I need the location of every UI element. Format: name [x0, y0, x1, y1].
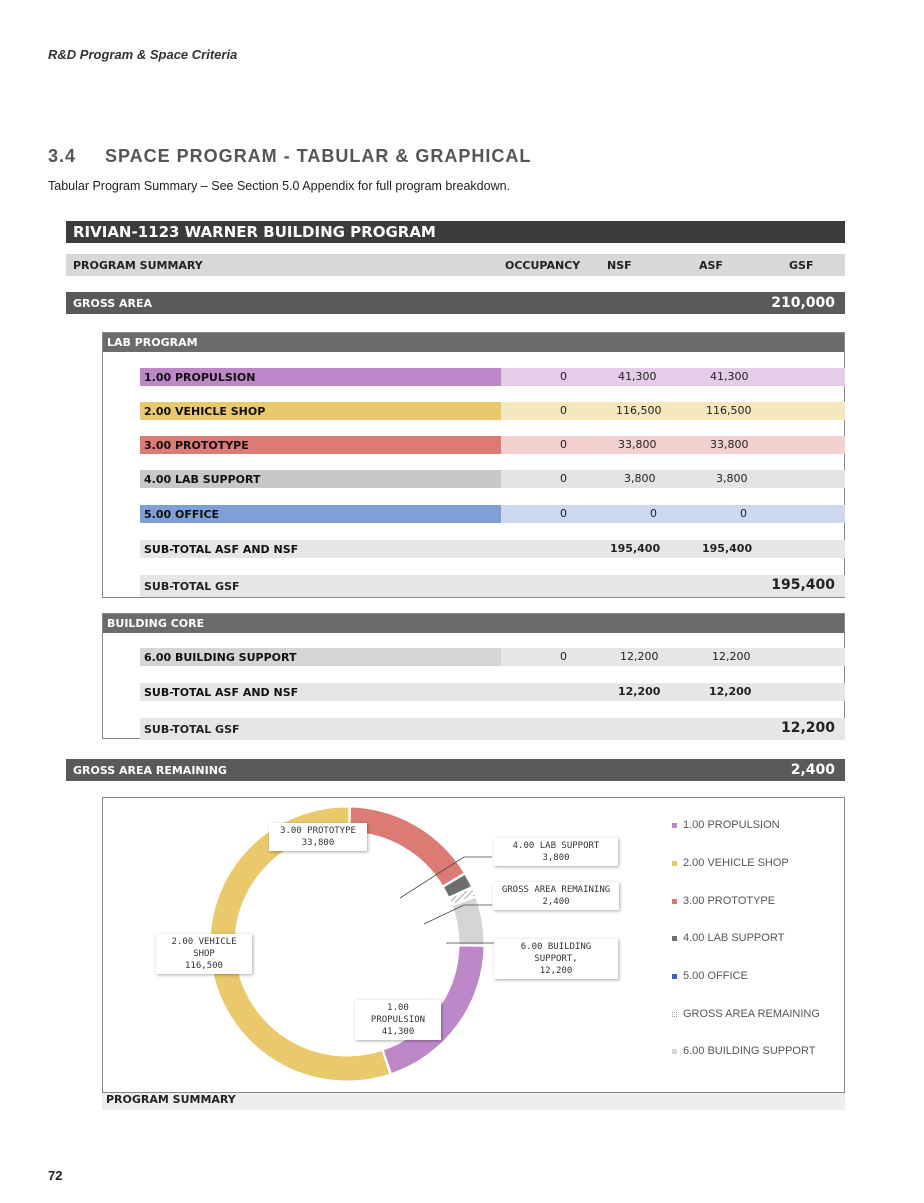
- lab-program-header: LAB PROGRAM: [103, 333, 844, 352]
- row-label: 3.00 PROTOTYPE: [140, 436, 501, 454]
- callout-label: GROSS AREA REMAINING: [501, 885, 611, 895]
- subtotal-gsf-row: [140, 575, 845, 597]
- legend-swatch: [672, 823, 677, 828]
- row-occupancy: 0: [560, 650, 567, 663]
- callout-label: 3.00 PROTOTYPE: [280, 826, 356, 836]
- callout-label: 6.00 BUILDING SUPPORT,: [520, 942, 592, 964]
- legend-label: 5.00 OFFICE: [683, 970, 748, 982]
- document-running-title: R&D Program & Space Criteria: [48, 47, 238, 62]
- row-nsf: 41,300: [618, 370, 657, 383]
- summary-label: PROGRAM SUMMARY: [73, 258, 203, 272]
- gross-area-label: GROSS AREA: [73, 296, 153, 310]
- table-row: [140, 368, 845, 386]
- callout-value: 12,200: [539, 966, 573, 976]
- legend-swatch: [672, 899, 677, 904]
- table-row: [140, 470, 845, 488]
- row-nsf: 116,500: [616, 404, 662, 417]
- subtotal-label: SUB-TOTAL ASF AND NSF: [144, 685, 299, 699]
- callout-value: 3,800: [542, 853, 570, 863]
- pie-slice-6-00-building-support: [452, 897, 484, 944]
- gross-area-remaining-value: 2,400: [790, 762, 835, 778]
- callout-lab-support: [494, 838, 618, 866]
- subtotal-nsf: 12,200: [618, 685, 661, 698]
- row-values: [501, 436, 845, 454]
- legend-item: [672, 970, 748, 982]
- callout-label: 4.00 LAB SUPPORT: [512, 841, 600, 851]
- row-nsf: 12,200: [620, 650, 659, 663]
- legend-swatch: [672, 974, 677, 979]
- row-asf: 12,200: [712, 650, 751, 663]
- subtotal-values: [501, 683, 845, 701]
- legend-label: 3.00 PROTOTYPE: [683, 895, 776, 907]
- row-asf: 33,800: [710, 438, 749, 451]
- row-label: 5.00 OFFICE: [140, 505, 501, 523]
- gross-area-value: 210,000: [771, 295, 835, 311]
- program-summary-header: [66, 254, 845, 276]
- row-label: 6.00 BUILDING SUPPORT: [140, 648, 501, 666]
- callout-prototype: [269, 823, 367, 851]
- row-nsf: 3,800: [624, 472, 656, 485]
- column-nsf: NSF: [607, 258, 632, 272]
- subtotal-gsf-label: SUB-TOTAL GSF: [144, 723, 240, 736]
- row-occupancy: 0: [560, 404, 567, 417]
- section-number: 3.4: [48, 146, 77, 166]
- callout-vehicle-shop: [156, 934, 252, 974]
- row-asf: 116,500: [706, 404, 752, 417]
- table-row: [140, 505, 845, 523]
- row-label: 1.00 PROPULSION: [140, 368, 501, 386]
- callout-building-support: [494, 939, 618, 979]
- row-occupancy: 0: [560, 370, 567, 383]
- legend-label: 2.00 VEHICLE SHOP: [683, 857, 789, 869]
- callout-remaining: [493, 882, 619, 910]
- row-asf: 0: [740, 507, 747, 520]
- callout-value: 116,500: [185, 961, 223, 971]
- legend-item: [672, 932, 784, 944]
- subtotal-values: [501, 540, 845, 558]
- legend-item: [672, 819, 780, 831]
- row-occupancy: 0: [560, 438, 567, 451]
- subtotal-asf: 12,200: [709, 685, 752, 698]
- callout-label: 2.00 VEHICLE SHOP: [171, 937, 237, 959]
- callout-value: 41,300: [381, 1027, 415, 1037]
- legend-item: [672, 1045, 815, 1057]
- page-number: 72: [48, 1168, 63, 1183]
- column-occupancy: OCCUPANCY: [505, 258, 581, 272]
- table-title: RIVIAN-1123 WARNER BUILDING PROGRAM: [66, 221, 845, 243]
- legend-swatch: [672, 861, 677, 866]
- table-row: [140, 648, 845, 666]
- row-label: 4.00 LAB SUPPORT: [140, 470, 501, 488]
- legend-label: GROSS AREA REMAINING: [683, 1008, 820, 1020]
- legend-item: [672, 895, 775, 907]
- row-occupancy: 0: [560, 507, 567, 520]
- table-row: [140, 436, 845, 454]
- row-occupancy: 0: [560, 472, 567, 485]
- row-asf: 41,300: [710, 370, 749, 383]
- gross-area-bar: [66, 292, 845, 314]
- subtotal-gsf-value: 195,400: [771, 577, 835, 593]
- row-values: [501, 402, 845, 420]
- legend-label: 6.00 BUILDING SUPPORT: [683, 1045, 816, 1057]
- building-core-header: BUILDING CORE: [103, 614, 844, 633]
- section-title: SPACE PROGRAM - TABULAR & GRAPHICAL: [105, 146, 532, 166]
- row-values: [501, 368, 845, 386]
- gross-area-remaining-label: GROSS AREA REMAINING: [73, 763, 227, 777]
- callout-label: 1.00 PROPULSION: [370, 1003, 426, 1025]
- pie-slice-3-00-prototype: [350, 807, 464, 886]
- subtotal-gsf-label: SUB-TOTAL GSF: [144, 580, 240, 593]
- row-values: [501, 505, 845, 523]
- legend-swatch: [672, 1012, 677, 1017]
- legend-item: [672, 857, 789, 869]
- legend-label: 4.00 LAB SUPPORT: [683, 932, 785, 944]
- subtotal-asf: 195,400: [702, 542, 753, 555]
- subtotal-gsf-row: [140, 718, 845, 740]
- legend-swatch: [672, 1049, 677, 1054]
- callout-propulsion: [355, 1000, 441, 1040]
- section-intro: Tabular Program Summary – See Section 5.0 Appendix for full program breakdown.: [48, 179, 511, 193]
- column-asf: ASF: [699, 258, 723, 272]
- chart-title: PROGRAM SUMMARY: [102, 1093, 845, 1110]
- subtotal-row: [140, 540, 845, 558]
- table-row: [140, 402, 845, 420]
- subtotal-gsf-value: 12,200: [780, 720, 835, 736]
- subtotal-row: [140, 683, 845, 701]
- subtotal-nsf: 195,400: [610, 542, 661, 555]
- callout-value: 33,800: [301, 838, 335, 848]
- row-values: [501, 648, 845, 666]
- gross-area-remaining-bar: [66, 759, 845, 781]
- legend-item: [672, 1008, 820, 1020]
- row-asf: 3,800: [716, 472, 748, 485]
- row-nsf: 33,800: [618, 438, 657, 451]
- row-label: 2.00 VEHICLE SHOP: [140, 402, 501, 420]
- legend-label: 1.00 PROPULSION: [683, 819, 780, 831]
- legend-swatch: [672, 936, 677, 941]
- row-nsf: 0: [650, 507, 657, 520]
- callout-value: 2,400: [542, 897, 570, 907]
- column-gsf: GSF: [789, 258, 814, 272]
- subtotal-label: SUB-TOTAL ASF AND NSF: [144, 542, 299, 556]
- row-values: [501, 470, 845, 488]
